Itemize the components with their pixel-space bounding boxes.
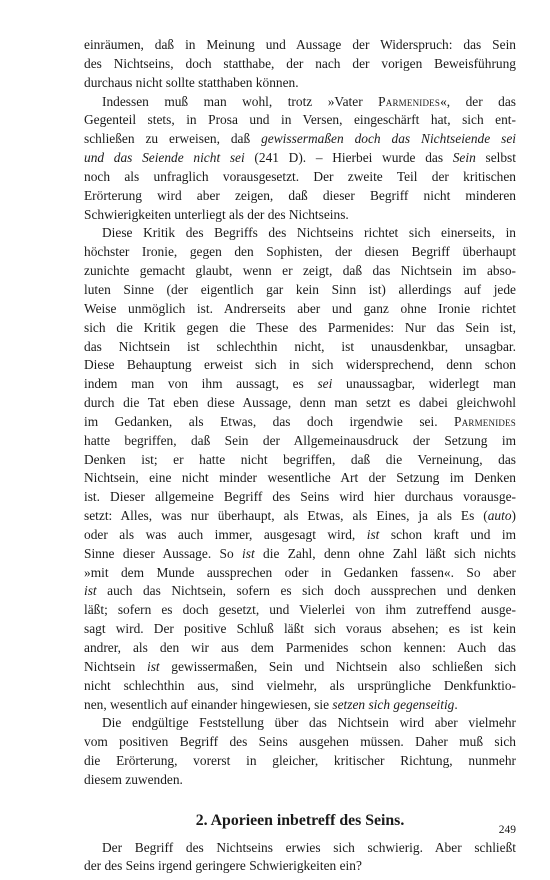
paragraph — [84, 224, 516, 714]
text-line — [84, 752, 516, 771]
paragraph — [84, 714, 516, 789]
emphasis: ist — [146, 658, 160, 674]
text-line — [84, 243, 516, 262]
text-run: Nichtsein — [84, 658, 147, 674]
text-line — [84, 582, 516, 601]
text-line — [84, 677, 516, 696]
text-run: Gegenteil stets, in Prosa und in Versen, eingeschärft hat, sich ent- — [84, 112, 516, 128]
text-run: andrer, als den wir aus dem Parmenides schon kennen: Auch das — [84, 640, 516, 655]
text-line — [84, 413, 516, 432]
text-line — [84, 356, 516, 375]
text-run: läßt; sofern es doch gesetzt, und Vielerlei von ihm zutreffend ausge- — [84, 602, 516, 618]
text-run: der des Seins irgend geringere Schwierigkeiten ein? — [84, 858, 362, 874]
section-heading: 2. Aporieen inbetreff des Seins. — [195, 811, 405, 829]
text-line — [84, 545, 516, 564]
text-line — [84, 696, 516, 715]
text-line — [84, 281, 516, 300]
text-run: die Zahl, denn ohne Zahl läßt sich nichts — [254, 545, 516, 561]
text-run: Nichtsein, eine nicht minder wesentliche Art der Setzung im Denken — [84, 470, 516, 486]
text-run: Sinne dieser Aussage. So — [84, 545, 243, 561]
text-run: hatte begriffen, daß Sein der Allgemeinausdruck der Setzung im — [84, 432, 516, 448]
text-line — [84, 488, 516, 507]
text-line — [84, 55, 516, 74]
text-run: Der Begriff des Nichtseins erwies sich schwierig. Aber schließt — [102, 839, 516, 855]
text-run: im Gedanken, als Etwas, das doch irgendwie sei. — [84, 413, 455, 429]
paragraph — [84, 839, 516, 877]
text-line — [84, 394, 516, 413]
text-run: die Erörterung, vorerst in gleicher, kritischer Richtung, nunmehr — [84, 753, 516, 769]
small-caps-name: Parmenides — [378, 93, 441, 109]
text-run: ) — [511, 508, 516, 524]
emphasis: gewissermaßen doch das Nichtseiende sei — [261, 131, 516, 147]
text-line — [84, 432, 516, 451]
text-line — [84, 36, 516, 55]
emphasis: setzen sich gegenseitig — [332, 696, 455, 712]
text-run: nen, wesentlich auf einander hingewiesen, sie — [84, 696, 333, 712]
text-line — [84, 130, 516, 149]
text-run: das Nichtsein ist schlechthin nicht, ist unausdenkbar, unsagbar. — [84, 338, 516, 354]
body-text-after-heading — [84, 839, 516, 877]
emphasis: ist — [84, 583, 97, 599]
text-run: vom positiven Begriff des Seins ausgehen müssen. Daher muß sich — [84, 734, 516, 750]
text-line — [84, 93, 516, 112]
emphasis: Sein — [452, 150, 476, 166]
text-line — [84, 338, 516, 357]
emphasis: und das Seiende nicht sei — [84, 150, 245, 166]
emphasis: sei — [317, 376, 333, 392]
text-line — [84, 149, 516, 168]
text-line — [84, 601, 516, 620]
text-line — [84, 74, 516, 93]
text-run: noch als unfraglich vorausgesetzt. Der zweite Teil der kritischen — [84, 168, 516, 184]
text-run: des Nichtseins, doch statthabe, der nach der vorigen Beweisführung — [84, 55, 516, 71]
text-run: selbst — [475, 150, 516, 166]
text-run: schon kraft und im — [379, 526, 517, 542]
text-line — [84, 111, 516, 130]
text-run: oder als was auch immer, ausgesagt wird, — [84, 526, 367, 542]
text-line — [84, 620, 516, 639]
page-text — [84, 36, 516, 876]
paragraph — [84, 93, 516, 225]
text-run: schließen zu erweisen, daß — [84, 131, 262, 147]
body-text — [84, 36, 516, 790]
text-run: durchaus nicht sollte statthaben können. — [84, 74, 299, 90]
text-run: setzt: Alles, was nur überhaupt, als Etwas, als Eines, ja als Es ( — [84, 508, 488, 524]
text-line — [84, 469, 516, 488]
text-line — [84, 168, 516, 187]
text-line — [84, 187, 516, 206]
page-number: 249 — [498, 824, 516, 836]
text-run: ist. Dieser allgemeine Begriff des Seins wird hier durchaus vorausge- — [84, 489, 516, 505]
text-run: unaussagbar, widerlegt man — [332, 376, 516, 392]
text-run: luten Sinne (der eigentlich gar kein Sinn ist) allerdings auf jede — [84, 281, 516, 297]
text-line — [84, 507, 516, 526]
text-line — [84, 771, 516, 790]
text-run: sagt wird. Der positive Schluß läßt sich voraus absehen; es ist kein — [84, 621, 516, 637]
text-line — [84, 839, 516, 858]
text-line — [84, 375, 516, 394]
text-run: einräumen, daß in Meinung und Aussage der Widerspruch: das Sein — [84, 37, 516, 52]
text-run: Indessen muß man wohl, trotz »Vater — [102, 93, 379, 109]
text-line — [84, 564, 516, 583]
text-run: «, der das — [440, 93, 516, 109]
emphasis: ist — [242, 545, 255, 561]
text-run: nicht schlechthin aus, sind vielmehr, als ursprüngliche Denkfunktio- — [84, 677, 516, 693]
text-line — [84, 300, 516, 319]
text-run: auch das Nichtsein, sofern es sich doch aussprechen und denken — [96, 583, 516, 599]
text-line — [84, 319, 516, 338]
text-line — [84, 262, 516, 281]
text-run: . — [454, 696, 458, 712]
text-run: sich die Kritik gegen die These des Parmenides: Nur das Sein ist, — [84, 319, 516, 335]
text-line — [84, 714, 516, 733]
text-run: zunichte gemacht glaubt, wenn er zeigt, daß das Nichtsein im abso- — [84, 263, 516, 279]
text-run: Schwierigkeiten unterliegt als der des Nichtseins. — [84, 206, 349, 222]
text-run: (241 D). – Hierbei wurde das — [244, 150, 453, 166]
text-line — [84, 206, 516, 225]
text-run: Erörterung wird aber zeigen, daß dieser Begriff nicht minderen — [84, 187, 516, 203]
emphasis: ist — [366, 526, 380, 542]
text-run: Diese Kritik des Begriffs des Nichtseins richtet sich einerseits, in — [102, 225, 516, 241]
emphasis: auto — [487, 508, 512, 524]
text-line — [84, 658, 516, 677]
paragraph — [84, 36, 516, 93]
text-run: Weise unmöglich ist. Andrerseits aber und ganz ohne Ironie richtet — [84, 300, 516, 316]
text-line — [84, 451, 516, 470]
text-run: Denken ist; er hatte nicht begriffen, daß die Verneinung, das — [84, 451, 516, 467]
text-run: Die endgültige Feststellung über das Nichtsein wird aber vielmehr — [102, 715, 516, 731]
text-line — [84, 224, 516, 243]
small-caps-name: Parmenides — [454, 413, 516, 429]
text-run: indem man von ihm aussagt, es — [84, 376, 318, 392]
text-run: durch die Tat eben diese Aussage, denn man setzt es dabei gleichwohl — [84, 395, 516, 411]
text-line — [84, 733, 516, 752]
text-line — [84, 639, 516, 658]
text-run: höchster Ironie, gegen den Sophisten, der diesen Begriff überhaupt — [84, 244, 516, 260]
text-run: Diese Behauptung erweist sich in sich widersprechend, denn schon — [84, 357, 516, 373]
text-run: diesem zuwenden. — [84, 771, 183, 787]
text-line — [84, 857, 516, 876]
text-run: gewissermaßen, Sein und Nichtsein also schließen sich — [159, 658, 517, 674]
text-run: »mit dem Munde aussprechen oder in Gedanken fassen«. So aber — [84, 564, 516, 580]
text-line — [84, 526, 516, 545]
